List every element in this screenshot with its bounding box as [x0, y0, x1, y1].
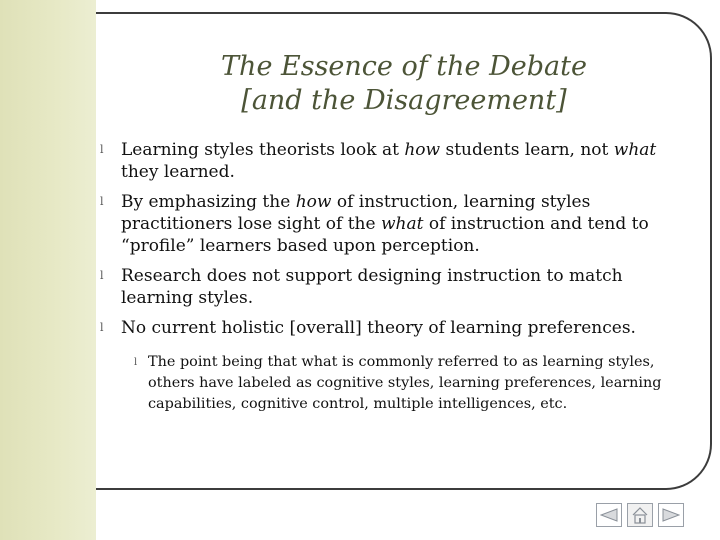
- house-icon: [631, 506, 649, 524]
- side-band: [0, 0, 96, 540]
- slide-navigation: [596, 503, 684, 527]
- bullet-marker: l: [100, 269, 104, 282]
- bullet-item: [100, 317, 690, 339]
- bullet-text: of instruction, learning styles practitioners lose sight of the: [121, 192, 591, 234]
- bullet-marker: l: [100, 143, 104, 156]
- title-line-1: The Essence of the Debate: [221, 51, 587, 82]
- bullet-text: they learned.: [121, 162, 235, 182]
- bullet-text: No current holistic [overall] theory of learning preferences.: [121, 318, 636, 338]
- bullet-list: [100, 139, 690, 347]
- previous-slide-button[interactable]: [596, 503, 622, 527]
- emphasis-text: what: [380, 214, 424, 234]
- slide-title: [96, 50, 712, 118]
- bullet-marker: l: [100, 321, 104, 334]
- bullet-text: Learning styles theorists look at: [121, 140, 405, 160]
- bullet-text: students learn, not: [440, 140, 614, 160]
- emphasis-text: how: [295, 192, 332, 212]
- next-slide-button[interactable]: [658, 503, 684, 527]
- bullet-marker: l: [100, 195, 104, 208]
- sub-bullet-marker: l: [134, 357, 138, 368]
- sub-bullet-list: [134, 352, 674, 415]
- bullet-text: By emphasizing the: [121, 192, 296, 212]
- triangle-left-icon: [600, 508, 618, 522]
- sub-bullet-item: [134, 352, 674, 415]
- bullet-item: [100, 191, 690, 257]
- emphasis-text: how: [404, 140, 441, 160]
- bullet-text: Research does not support designing instruction to match learning styles.: [121, 266, 623, 308]
- bullet-text: of instruction and tend to “profile” learners based upon perception.: [121, 214, 649, 256]
- home-button[interactable]: [627, 503, 653, 527]
- sub-bullet-text: The point being that what is commonly referred to as learning styles, others have labeled as cognitive styles, learning preferences, learning capabilities, cognitive control, multiple intelligences, etc.: [148, 354, 662, 412]
- emphasis-text: what: [613, 140, 657, 160]
- bullet-item: [100, 139, 690, 183]
- bullet-item: [100, 265, 690, 309]
- triangle-right-icon: [662, 508, 680, 522]
- title-line-2: [and the Disagreement]: [241, 85, 567, 116]
